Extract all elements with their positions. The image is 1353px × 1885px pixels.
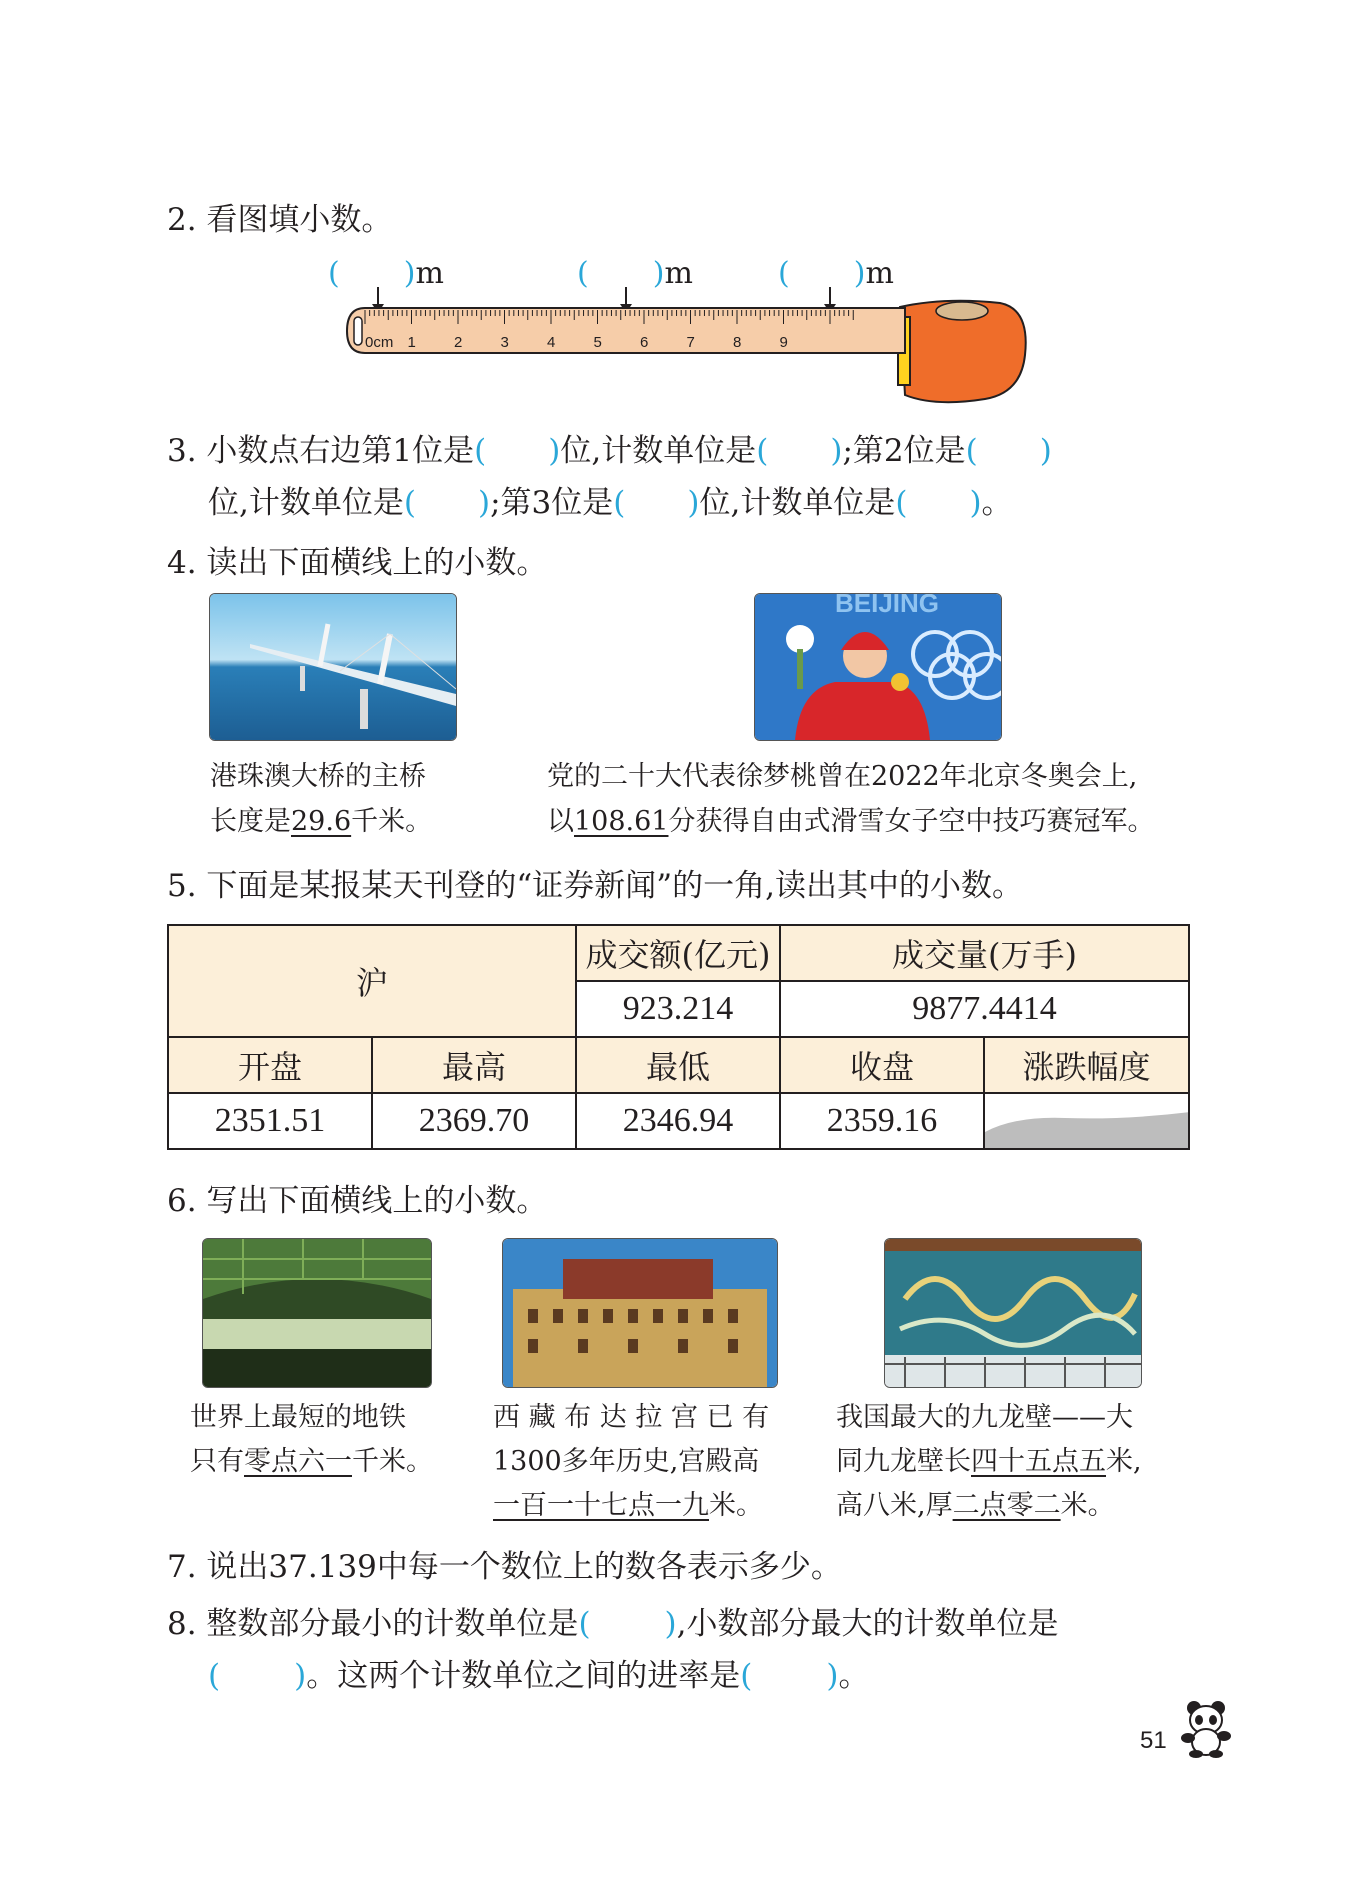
q5-title: 5. 下面是某报某天刊登的“证券新闻”的一角,读出其中的小数。	[167, 868, 1023, 904]
q6-title: 6. 写出下面横线上的小数。	[167, 1183, 548, 1219]
potala-caption-3: 一百一十七点一九米。	[493, 1490, 763, 1521]
ruler-number: 2	[454, 334, 463, 351]
q2-blank-1[interactable]: ( )m	[328, 256, 444, 291]
dragon-wall-caption-2: 同九龙壁长四十五点五米,	[836, 1446, 1142, 1477]
col-close: 收盘	[780, 1037, 984, 1093]
ruler-number: 1	[407, 334, 416, 351]
ruler-number: 7	[686, 334, 695, 351]
skier-caption-2: 以108.61分获得自由式滑雪女子空中技巧赛冠军。	[547, 806, 1155, 837]
ruler-number: 8	[733, 334, 742, 351]
potala-caption-1: 西 藏 布 达 拉 宫 已 有	[493, 1402, 770, 1433]
amount-header: 成交额(亿元)	[576, 925, 780, 981]
page-number: 51	[1140, 1727, 1167, 1754]
ruler-number: 3	[500, 334, 509, 351]
dragon-wall-caption-1: 我国最大的九龙壁——大	[836, 1402, 1133, 1433]
ruler-number: 6	[640, 334, 649, 351]
skier-caption-1: 党的二十大代表徐梦桃曾在2022年北京冬奥会上,	[547, 761, 1138, 792]
volume-header: 成交量(万手)	[780, 925, 1189, 981]
col-low: 最低	[576, 1037, 780, 1093]
q2-blank-2[interactable]: ( )m	[577, 256, 693, 291]
torn-corner-cell	[984, 1093, 1189, 1149]
q2-blank-3[interactable]: ( )m	[778, 256, 894, 291]
dragon-wall-caption-3: 高八米,厚二点零二米。	[836, 1490, 1115, 1521]
col-open: 开盘	[168, 1037, 372, 1093]
value-close: 2359.16	[780, 1093, 984, 1149]
ruler-number: 9	[779, 334, 788, 351]
col-high: 最高	[372, 1037, 576, 1093]
q7-text: 7. 说出37.139中每一个数位上的数各表示多少。	[167, 1549, 842, 1585]
bridge-caption-1: 港珠澳大桥的主桥	[210, 761, 426, 792]
nine-dragon-wall-photo	[884, 1238, 1142, 1388]
panda-icon	[1178, 1700, 1234, 1758]
value-high: 2369.70	[372, 1093, 576, 1149]
col-change: 涨跌幅度	[984, 1037, 1189, 1093]
beijing-banner-text: BEIJING	[835, 594, 940, 618]
potala-caption-2: 1300多年历史,宫殿高	[493, 1446, 760, 1477]
ruler-number: 4	[547, 334, 556, 351]
potala-palace-photo	[502, 1238, 778, 1388]
subway-photo	[202, 1238, 432, 1388]
q3-line-2: 位,计数单位是( );第3位是( )位,计数单位是( )。	[208, 485, 1013, 521]
subway-caption-1: 世界上最短的地铁	[190, 1402, 406, 1433]
q3-line-1: 3. 小数点右边第1位是( )位,计数单位是( );第2位是( )	[167, 433, 1052, 469]
market-label: 沪	[168, 925, 576, 1037]
q4-title: 4. 读出下面横线上的小数。	[167, 545, 548, 581]
tape-measure-illustration	[345, 295, 1035, 407]
q8-line-2: ( )。这两个计数单位之间的进率是( )。	[208, 1658, 870, 1694]
securities-table	[167, 924, 1190, 1150]
amount-value: 923.214	[576, 981, 780, 1037]
subway-caption-2: 只有零点六一千米。	[190, 1446, 433, 1477]
q8-line-1: 8. 整数部分最小的计数单位是( ),小数部分最大的计数单位是	[167, 1606, 1059, 1642]
q2-title: 2. 看图填小数。	[167, 202, 393, 238]
value-low: 2346.94	[576, 1093, 780, 1149]
ruler-zero-label: 0cm	[365, 334, 394, 351]
volume-value: 9877.4414	[780, 981, 1189, 1037]
value-open: 2351.51	[168, 1093, 372, 1149]
skier-photo	[754, 593, 1002, 741]
bridge-caption-2: 长度是29.6千米。	[210, 806, 433, 837]
bridge-photo	[209, 593, 457, 741]
ruler-number: 5	[593, 334, 602, 351]
